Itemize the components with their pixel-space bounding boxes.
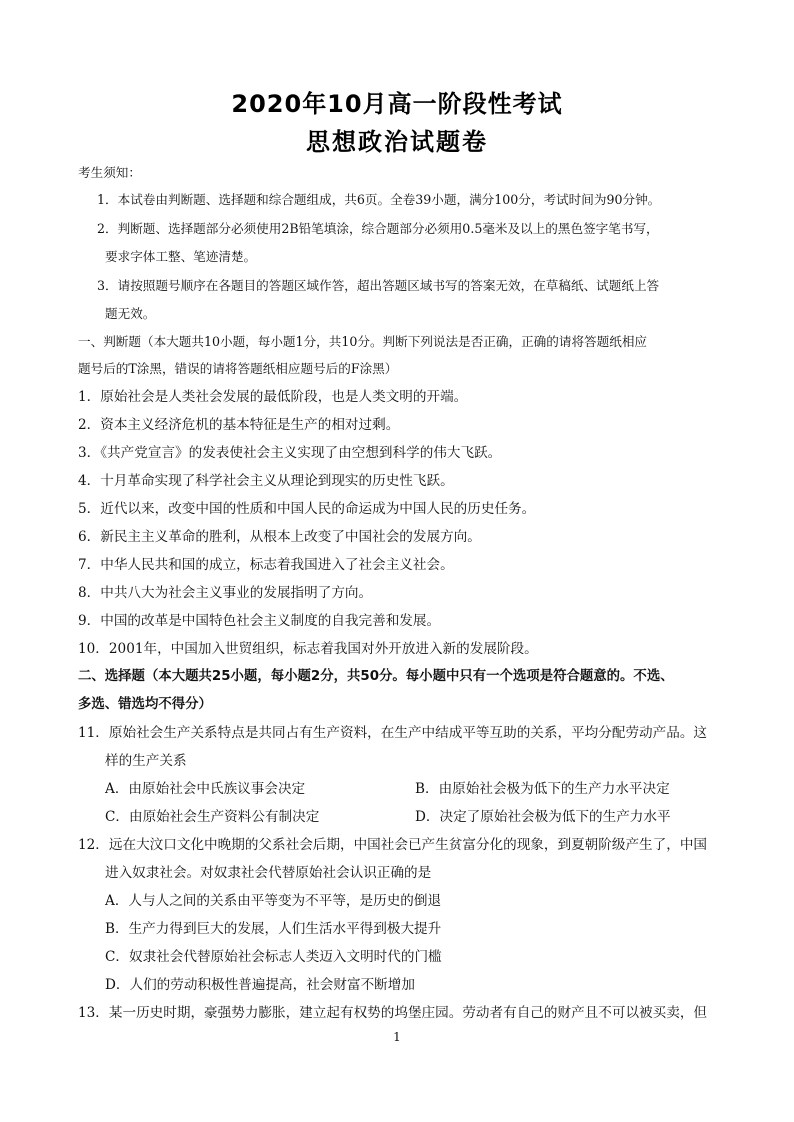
q11-option-b: B．由原始社会极为低下的生产力水平决定 [415, 781, 670, 797]
notice-heading: 考生须知： [78, 165, 141, 180]
judgment-question-9: 9．中国的改革是中国特色社会主义制度的自我完善和发展。 [78, 613, 441, 629]
judgment-question-5: 5．近代以来，改变中国的性质和中国人民的命运成为中国人民的历史任务。 [78, 501, 536, 517]
q11-option-c: C．由原始社会生产资料公有制决定 [105, 809, 320, 825]
q12-option-c: C．奴隶社会代替原始社会标志人类迈入文明时代的门槛 [105, 949, 442, 965]
notice-item-2-cont: 要求字体工整、笔迹清楚。 [105, 249, 257, 264]
notice-item-3-cont: 题无效。 [105, 306, 156, 321]
judgment-question-8: 8．中共八大为社会主义事业的发展指明了方向。 [78, 585, 373, 601]
choice-question-13: 13．某一历史时期，豪强势力膨胀，建立起有权势的坞堡庄园。劳动者有自己的财产且不可以被买卖，但 [78, 1005, 708, 1021]
judgment-question-2: 2．资本主义经济危机的基本特征是生产的相对过剩。 [78, 417, 400, 433]
choice-question-11: 11．原始社会生产关系特点是共同占有生产资料，在生产中结成平等互助的关系，平均分配劳动产品。这 [78, 725, 708, 741]
judgment-question-7: 7．中华人民共和国的成立，标志着我国进入了社会主义社会。 [78, 557, 454, 573]
section2-heading-cont: 多选、错选均不得分） [78, 697, 212, 712]
section1-heading: 一、判断题（本大题共10小题，每小题1分，共10分。判断下列说法是否正确，正确的请将答题纸相应 [78, 334, 648, 349]
choice-question-12-cont: 进入奴隶社会。对奴隶社会代替原始社会认识正确的是 [105, 865, 432, 881]
notice-item-3: 3．请按照题号顺序在各题目的答题区域作答，超出答题区域书写的答案无效，在草稿纸、试题纸上答 [97, 278, 660, 293]
notice-item-2: 2．判断题、选择题部分必须使用2B铅笔填涂，综合题部分必须用0.5毫米及以上的黑色签字笔书写， [97, 221, 659, 236]
notice-item-1: 1．本试卷由判断题、选择题和综合题组成，共6页。全卷39小题，满分100分，考试时间为90分钟。 [97, 192, 661, 207]
judgment-question-3: 3．《共产党宣言》的发表使社会主义实现了由空想到科学的伟大飞跃。 [78, 445, 502, 461]
q11-option-a: A．由原始社会中氏族议事会决定 [105, 781, 306, 797]
q11-option-d: D．决定了原始社会极为低下的生产力水平 [415, 809, 671, 825]
q12-option-d: D．人们的劳动积极性普遍提高，社会财富不断增加 [105, 977, 415, 993]
judgment-question-10: 10．2001年，中国加入世贸组织，标志着我国对外开放进入新的发展阶段。 [78, 641, 538, 657]
q12-option-b: B．生产力得到巨大的发展，人们生活水平得到极大提升 [105, 921, 442, 937]
choice-question-11-cont: 样的生产关系 [105, 753, 187, 769]
judgment-question-4: 4．十月革命实现了科学社会主义从理论到现实的历史性飞跃。 [78, 473, 454, 489]
q12-option-a: A．人与人之间的关系由平等变为不平等，是历史的倒退 [105, 893, 442, 909]
section2-heading: 二、选择题（本大题共25小题，每小题2分，共50分。每小题中只有一个选项是符合题意的。不选、 [78, 669, 674, 684]
judgment-question-6: 6．新民主主义革命的胜利，从根本上改变了中国社会的发展方向。 [78, 529, 481, 545]
page-number: 1 [393, 1030, 401, 1044]
choice-question-12: 12．远在大汶口文化中晚期的父系社会后期，中国社会已产生贫富分化的现象，到夏朝阶级产生了，中国 [78, 837, 708, 853]
exam-title: 2020年10月高一阶段性考试 [231, 90, 563, 118]
judgment-question-1: 1．原始社会是人类社会发展的最低阶段，也是人类文明的开端。 [78, 389, 468, 405]
section1-heading-cont: 题号后的T涂黑，错误的请将答题纸相应题号后的F涂黑） [78, 361, 398, 376]
exam-subtitle: 思想政治试题卷 [306, 128, 488, 156]
